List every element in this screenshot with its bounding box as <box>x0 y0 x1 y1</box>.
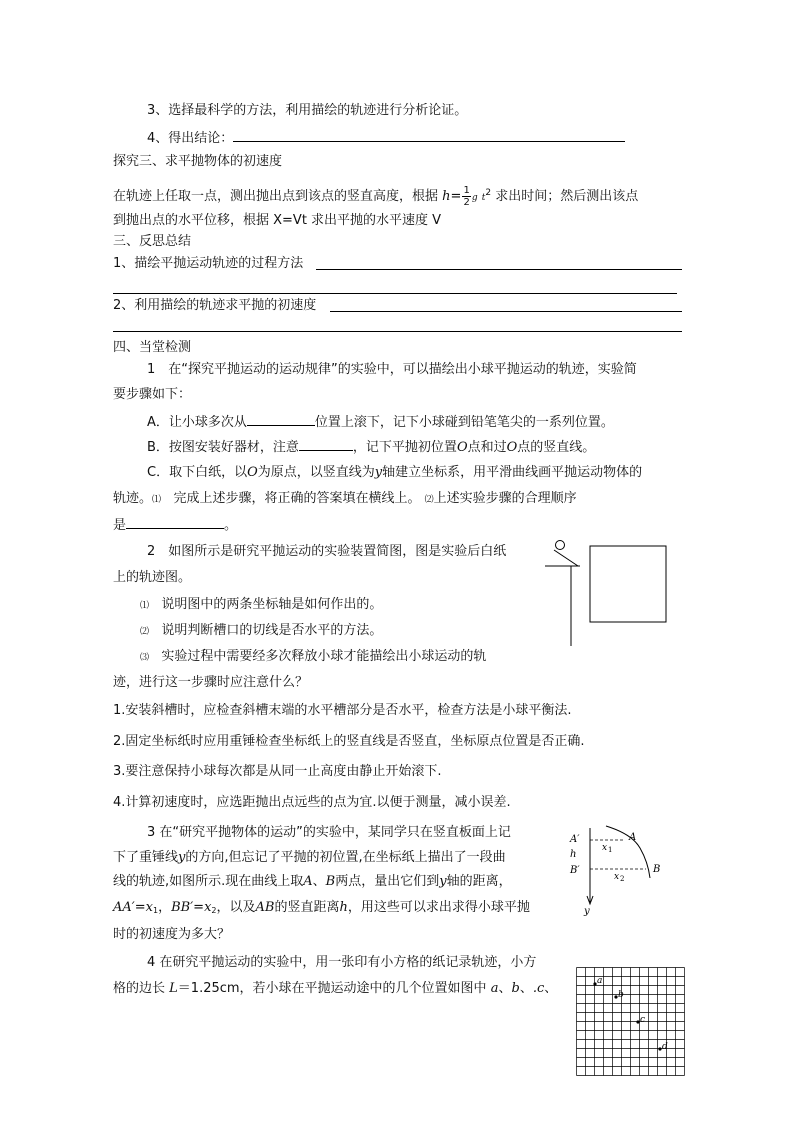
q1-step-c <box>147 464 642 481</box>
inquiry3-text-b: 求出时间；然后测出该点 <box>495 189 639 204</box>
inquiry3-para-line2: 到抛出点的水平位移，根据 X=Vt 求出平抛的水平速度 V <box>113 213 442 228</box>
q4-l2-s2: 、 <box>519 981 533 996</box>
q1-c-mid: 为原点，以竖直线为 <box>257 465 375 480</box>
q3-label-b-prime: B′ <box>570 865 580 876</box>
q4-line-1: 4 在研究平抛运动的实验中，用一张印有小方格的纸记录轨迹，小方 <box>147 955 537 970</box>
q3-l4-x1-sub: 1 <box>152 906 159 915</box>
q1-step-c-line2 <box>113 490 577 509</box>
q2-paper-board <box>590 546 666 622</box>
q3-trajectory-figure <box>562 818 672 918</box>
formula-fraction <box>462 185 470 208</box>
q2-sub-2 <box>140 622 382 641</box>
q3-label-a-prime: A′ <box>570 834 580 845</box>
check-title: 四、当堂检测 <box>113 340 192 355</box>
q4-l2-l: L <box>169 981 178 996</box>
q2-sub-3-num: ⑶ <box>140 653 150 663</box>
q2-answer-3: 3.要注意保持小球每次都是从同一止高度由静止开始滚下. <box>113 764 442 779</box>
formula-g: g <box>471 193 478 203</box>
q1-b-mid: ，记下平抛初位置 <box>352 440 457 455</box>
q4-l2-c: .c <box>532 981 545 996</box>
q3-l2-y: y <box>178 850 186 865</box>
q1-c3-pre: 是 <box>113 518 127 533</box>
q1-b-o1: O <box>456 440 468 455</box>
q4-label-c: c <box>640 1015 646 1025</box>
q2-answer-2: 2.固定坐标纸时应用重锤检查坐标纸上的竖直线是否竖直，坐标原点位置是否正确. <box>113 734 585 749</box>
q3-l3-post: 轴的距离， <box>446 874 512 889</box>
q3-l4-x1: x <box>145 900 153 915</box>
q4-label-a: a <box>597 976 603 986</box>
formula-num: 1 <box>463 185 470 196</box>
q1-order-blank <box>126 516 224 529</box>
q3-l4-h: h <box>339 900 348 915</box>
q3-l3-y: y <box>439 874 447 889</box>
q1-a-post: 位置上滚下，记下小球碰到铅笔笔尖的一系列位置。 <box>314 415 614 430</box>
q1-c2-n1: ⑴ <box>152 495 162 505</box>
q2-ball <box>556 541 565 550</box>
q4-grid <box>577 968 685 1076</box>
q4-label-d: d <box>662 1042 668 1052</box>
q3-l3-a: A <box>303 874 313 889</box>
q1-b-mid2: 点和过 <box>467 440 507 455</box>
summary-item-2-blank <box>330 311 682 312</box>
q1-c2-mid: 完成上述步骤，将正确的答案填在横线上。 <box>173 491 421 506</box>
q4-grid-figure <box>576 967 684 1077</box>
q4-l2-pre: 格的边长 <box>113 981 166 996</box>
q3-label-x2: x <box>614 872 620 882</box>
q4-line-2 <box>113 980 557 997</box>
q1-b-pre: B．按图安装好器材，注意 <box>147 440 299 455</box>
summary-item-1-blank-2 <box>113 293 677 294</box>
summary-item-2: 2、利用描绘的轨迹求平抛的初速度 <box>113 298 317 313</box>
q4-l2-mid: ＝1.25cm，若小球在平抛运动途中的几个位置如图中 <box>177 981 487 996</box>
step-4-label: 4、得出结论： <box>147 131 234 146</box>
q1-a-pre: A．让小球多次从 <box>147 415 247 430</box>
q1-b-blank <box>299 438 353 451</box>
q4-l2-a: a <box>490 981 499 996</box>
q2-line-1: 2 如图所示是研究平抛运动的实验装置简图，图是实验后白纸 <box>147 544 507 559</box>
q2-line-2: 上的轨迹图。 <box>113 570 192 585</box>
q3-l4-bb: BB′ <box>171 900 194 915</box>
q2-answer-1: 1.安装斜槽时，应检查斜槽末端的水平槽部分是否水平，检查方法是小球平衡法. <box>113 703 572 718</box>
summary-item-1: 1、描绘平抛运动轨迹的过程方法 <box>113 256 304 271</box>
q2-sub-2-text: 说明判断槽口的切线是否水平的方法。 <box>161 623 383 638</box>
q4-label-b: b <box>618 990 624 1000</box>
q3-line-3 <box>113 873 512 890</box>
q3-trajectory-curve <box>606 826 650 878</box>
q3-l4-x2-sub: 2 <box>211 906 217 915</box>
q1-c-y: y <box>374 465 383 480</box>
q3-l3-mid: 两点，量出它们到 <box>335 874 440 889</box>
q2-sub-1-text: 说明图中的两条坐标轴是如何作出的。 <box>161 597 383 612</box>
q1-c-post: 轴建立坐标系，用平滑曲线画平抛运动物体的 <box>382 465 643 480</box>
formula-den: 2 <box>463 197 470 208</box>
q2-sub-1 <box>140 596 382 615</box>
q3-label-b: B <box>653 864 661 875</box>
inquiry3-para-line1 <box>113 178 638 208</box>
q3-l4-post: ，用这些可以求出求得小球平抛 <box>347 900 530 915</box>
step-4 <box>147 129 625 147</box>
q3-label-x1: x <box>602 843 608 853</box>
q2-slope <box>554 550 578 566</box>
q1-c3-post: 。 <box>224 518 238 533</box>
q3-l2-pre: 下了重锤线 <box>113 850 179 865</box>
q1-step-b <box>147 438 595 456</box>
q2-sub-3-text: 实验过程中需要经多次释放小球才能描绘出小球运动的轨 <box>161 649 487 664</box>
q3-label-h: h <box>570 849 577 860</box>
q4-l2-s1: 、 <box>498 981 512 996</box>
q3-l4-eq2: = <box>193 900 205 915</box>
q1-c-o: O <box>247 465 258 480</box>
q3-label-y: y <box>584 906 590 917</box>
q1-line-1: 1 在“探究平抛运动的运动规律”的实验中，可以描绘出小球平抛运动的轨迹，实验简 <box>147 362 637 377</box>
q3-l4-mid: ，以及 <box>216 900 256 915</box>
q1-step-a <box>147 413 614 431</box>
q4-l2-b: b <box>511 981 520 996</box>
q3-line-5: 时的初速度为多大？ <box>113 927 231 942</box>
q3-l4-aa: AA′ <box>113 900 135 915</box>
q3-l2-post: 的方向,但忘记了平抛的初位置,在坐标纸上描出了一段曲 <box>185 850 506 865</box>
q1-c2-n2: ⑵ <box>424 495 434 505</box>
q3-l4-mid2: 的竖直距离 <box>274 900 340 915</box>
q3-line-4 <box>113 899 530 919</box>
formula-t: t <box>481 193 486 203</box>
q1-step-c-line3 <box>113 516 237 534</box>
formula-h-half-g-t-squared <box>442 185 492 208</box>
q3-l3-sep: 、 <box>312 874 326 889</box>
q3-label-x2-sub: 2 <box>620 875 625 883</box>
q3-l4-x2: x <box>204 900 212 915</box>
q4-l2-s3: 、 <box>544 981 558 996</box>
q2-apparatus-figure <box>540 536 680 656</box>
formula-eq: = <box>450 189 462 204</box>
q3-label-x1-sub: 1 <box>608 846 613 854</box>
q1-line-2: 要步骤如下： <box>113 387 192 402</box>
q2-sub-1-num: ⑴ <box>140 601 150 611</box>
inquiry3-text-a: 在轨迹上任取一点，测出抛出点到该点的竖直高度，根据 <box>113 189 439 204</box>
q3-l4-ab: AB <box>255 900 275 915</box>
q3-line-1: 3 在“研究平抛物体的运动”的实验中，某同学只在竖直板面上记 <box>147 825 511 840</box>
q2-sub-3-line2: 迹，进行这一步骤时应注意什么？ <box>113 675 309 690</box>
q3-l3-pre: 线的轨迹,如图所示.现在曲线上取 <box>113 874 304 889</box>
q1-b-o2: O <box>506 440 518 455</box>
q2-sub-2-num: ⑵ <box>140 627 150 637</box>
q1-a-blank <box>247 413 315 426</box>
formula-exp: 2 <box>485 188 492 198</box>
q3-l4-c1: ， <box>158 900 172 915</box>
summary-item-1-blank <box>316 269 682 270</box>
q1-c2-pre: 轨迹。 <box>113 491 153 506</box>
q1-c-pre: C．取下白纸，以 <box>147 465 248 480</box>
q2-answer-4: 4.计算初速度时，应选距抛出点远些的点为宜.以便于测量，减小误差. <box>113 795 511 810</box>
q3-line-2 <box>113 849 506 866</box>
q1-c2-post: 上述实验步骤的合理顺序 <box>433 491 577 506</box>
conclusion-blank <box>233 129 625 142</box>
q3-label-a: A <box>629 832 637 843</box>
q3-l3-b: B <box>325 874 336 889</box>
step-3: 3、选择最科学的方法，利用描绘的轨迹进行分析论证。 <box>147 103 468 118</box>
summary-item-2-blank-2 <box>113 331 682 332</box>
summary-title: 三、反思总结 <box>113 234 192 249</box>
q2-sub-3 <box>140 648 486 667</box>
formula-h: h <box>442 189 451 204</box>
q3-l4-eq1: = <box>134 900 146 915</box>
q1-b-post: 点的竖直线。 <box>517 440 596 455</box>
inquiry3-title: 探究三、求平抛物体的初速度 <box>113 154 283 169</box>
